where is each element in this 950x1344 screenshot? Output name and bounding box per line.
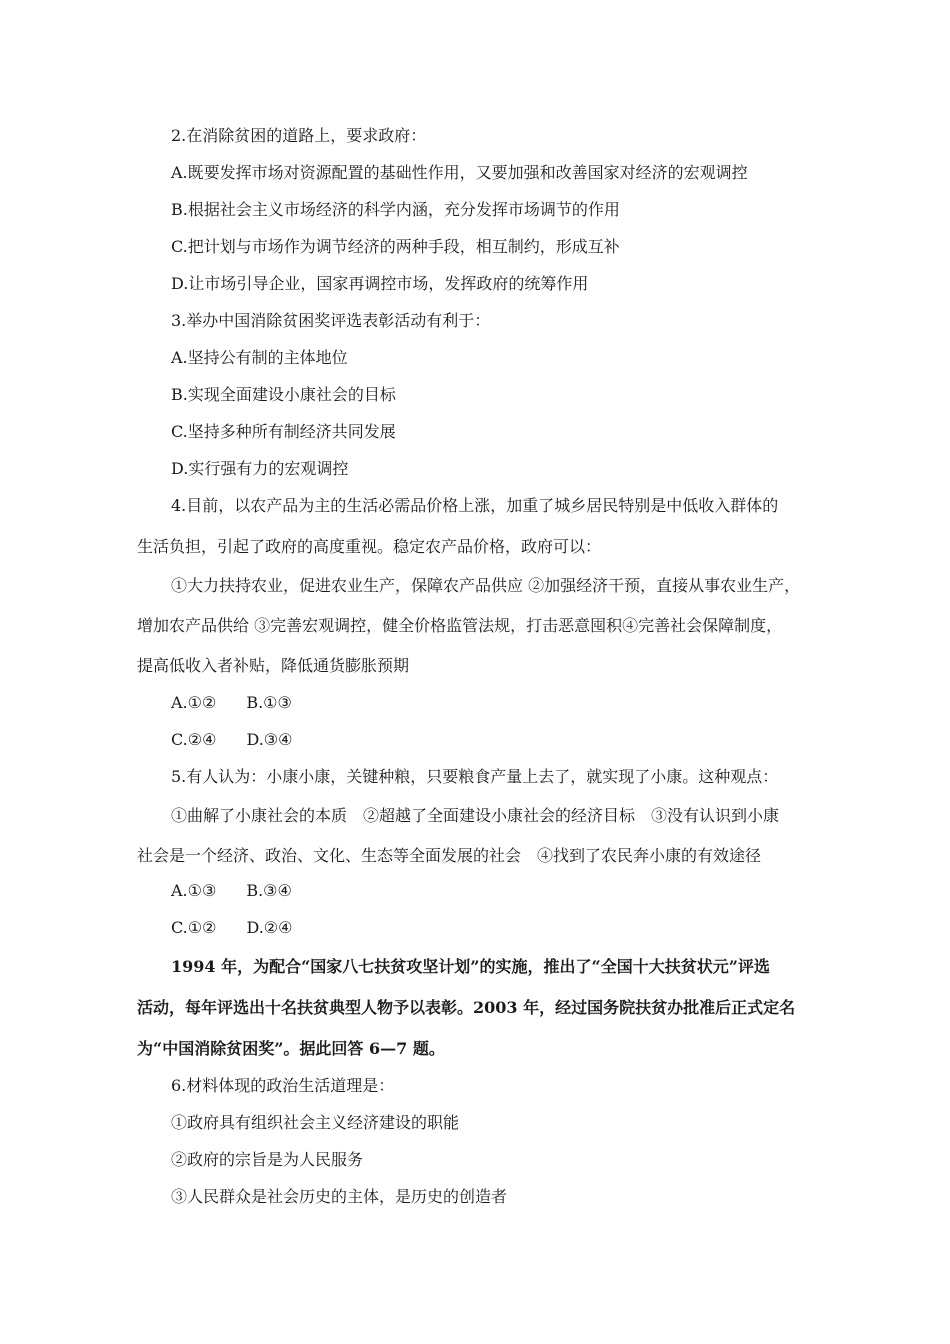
q5-option-b: B.③④ <box>246 881 292 900</box>
q4-option-d: D.③④ <box>246 730 293 749</box>
q5-items-line-1: ①曲解了小康社会的本质 ②超越了全面建设小康社会的经济目标 ③没有认识到小康 <box>171 806 780 825</box>
q4-option-c: C.②④ <box>171 730 217 749</box>
q5-option-a: A.①③ <box>171 881 217 900</box>
q6-item-3: ③人民群众是社会历史的主体，是历史的创造者 <box>171 1187 508 1206</box>
q3-stem: 3.举办中国消除贫困奖评选表彰活动有利于： <box>171 311 491 330</box>
q2-option-c: C.把计划与市场作为调节经济的两种手段，相互制约，形成互补 <box>171 237 620 256</box>
q3-option-d: D.实行强有力的宏观调控 <box>171 459 349 478</box>
q3-option-c: C.坚持多种所有制经济共同发展 <box>171 422 396 441</box>
q3-option-b: B.实现全面建设小康社会的目标 <box>171 385 396 404</box>
q4-items-line-2: 增加农产品供给 ③完善宏观调控，健全价格监管法规，打击恶意囤积④完善社会保障制度， <box>137 616 783 635</box>
q4-stem-line-2: 生活负担，引起了政府的高度重视。稳定农产品价格，政府可以： <box>137 537 602 556</box>
q5-stem: 5.有人认为：小康小康，关键种粮，只要粮食产量上去了，就实现了小康。这种观点： <box>171 767 779 786</box>
q5-options-row-1 <box>171 880 292 902</box>
q4-option-b: B.①③ <box>246 693 292 712</box>
q5-option-d: D.②④ <box>246 918 293 937</box>
q6-item-2: ②政府的宗旨是为人民服务 <box>171 1150 364 1169</box>
q2-option-a: A.既要发挥市场对资源配置的基础性作用，又要加强和改善国家对经济的宏观调控 <box>171 163 748 182</box>
q4-option-a: A.①② <box>171 693 217 712</box>
q2-option-d: D.让市场引导企业，国家再调控市场，发挥政府的统筹作用 <box>171 274 589 293</box>
material-line-1: 1994 年，为配合“国家八七扶贫攻坚计划”的实施，推出了“全国十大扶贫状元”评选 <box>171 957 770 976</box>
q6-item-1: ①政府具有组织社会主义经济建设的职能 <box>171 1113 460 1132</box>
q2-stem: 2.在消除贫困的道路上，要求政府： <box>171 126 427 145</box>
q4-options-row-2 <box>171 729 292 751</box>
material-line-3: 为“中国消除贫困奖”。据此回答 6—7 题。 <box>137 1039 445 1058</box>
q3-option-a: A.坚持公有制的主体地位 <box>171 348 348 367</box>
q4-items-line-3: 提高低收入者补贴，降低通货膨胀预期 <box>137 656 410 675</box>
q5-items-line-2: 社会是一个经济、政治、文化、生态等全面发展的社会 ④找到了农民奔小康的有效途径 <box>137 846 762 865</box>
q4-items-line-1: ①大力扶持农业，促进农业生产，保障农产品供应 ②加强经济干预，直接从事农业生产， <box>171 576 801 595</box>
q4-options-row-1 <box>171 692 292 714</box>
material-line-2: 活动，每年评选出十名扶贫典型人物予以表彰。2003 年，经过国务院扶贫办批准后正式定名 <box>137 998 796 1017</box>
q5-options-row-2 <box>171 917 292 939</box>
q2-option-b: B.根据社会主义市场经济的科学内涵，充分发挥市场调节的作用 <box>171 200 620 219</box>
q4-stem-line-1: 4.目前，以农产品为主的生活必需品价格上涨，加重了城乡居民特别是中低收入群体的 <box>171 496 779 515</box>
q6-stem: 6.材料体现的政治生活道理是： <box>171 1076 395 1095</box>
q5-option-c: C.①② <box>171 918 217 937</box>
